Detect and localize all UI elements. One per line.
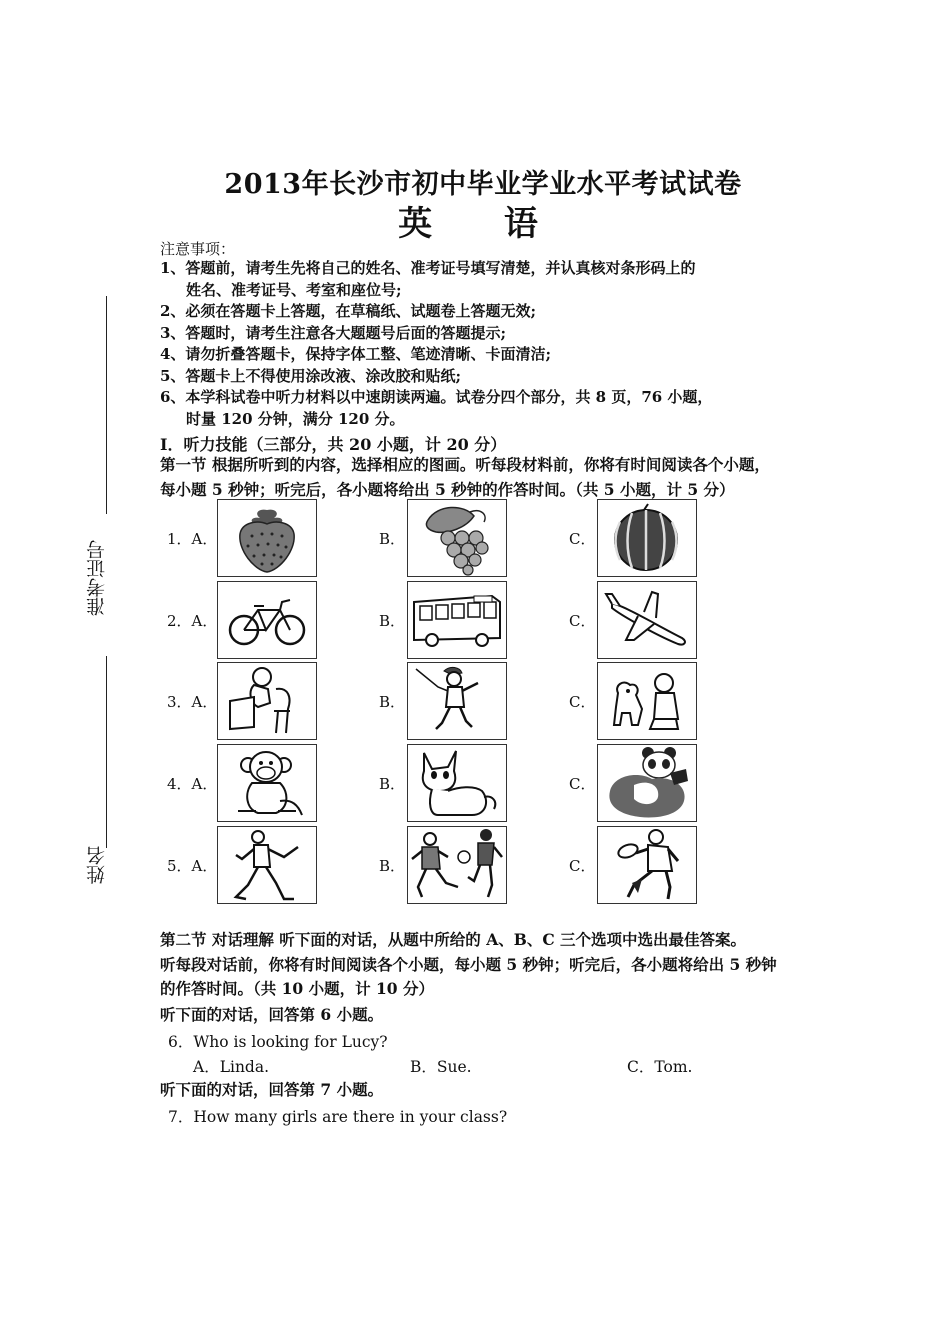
q2-option-c[interactable] <box>597 581 697 659</box>
listen-instruction-7: 听下面的对话，回答第 7 小题。 <box>160 1080 384 1099</box>
bus-icon <box>408 582 506 658</box>
rugby-player-icon <box>598 827 696 903</box>
q3-option-c[interactable] <box>597 662 697 740</box>
question-6: 6．Who is looking for Lucy? <box>168 1033 388 1051</box>
q6-option-a[interactable]: A．Linda. <box>193 1058 270 1076</box>
q5-option-a[interactable] <box>217 826 317 904</box>
subject-title: 英 语 <box>398 204 568 244</box>
section2-instructions <box>160 928 800 1002</box>
q2-option-b[interactable] <box>407 581 507 659</box>
q3-option-b-label: B． <box>379 693 406 711</box>
section2-line: 的作答时间。（共 10 小题，计 10 分） <box>160 979 434 998</box>
airplane-icon <box>598 582 696 658</box>
watermelon-icon <box>598 500 696 576</box>
notice-item: 2、必须在答题卡上答题，在草稿纸、试题卷上答题无效; <box>160 302 536 320</box>
q5-option-b[interactable] <box>407 826 507 904</box>
exam-number-label: 准考证号 <box>86 540 108 616</box>
notice-item: 时量 120 分钟，满分 120 分。 <box>186 409 405 428</box>
monkey-icon <box>218 745 316 821</box>
q2-option-a[interactable] <box>217 581 317 659</box>
notice-item: 4、请勿折叠答题卡，保持字体工整、笔迹清晰、卡面清洁; <box>160 345 551 363</box>
q5-option-b-label: B． <box>379 857 406 875</box>
runner-icon <box>218 827 316 903</box>
q5-option-c[interactable] <box>597 826 697 904</box>
notice-item: 姓名、准考证号、考室和座位号; <box>186 280 402 299</box>
q4-option-b-label: B． <box>379 775 406 793</box>
q4-option-c-label: C． <box>569 775 596 793</box>
name-label: 姓名 <box>86 846 108 884</box>
question-7: 7．How many girls are there in your class? <box>168 1108 508 1126</box>
boy-walking-icon <box>408 663 506 739</box>
strawberry-icon <box>218 500 316 576</box>
q4-option-a[interactable] <box>217 744 317 822</box>
q1-option-a[interactable] <box>217 499 317 577</box>
section1-line: 每小题 5 秒钟；听完后，各小题将给出 5 秒钟的作答时间。（共 5 小题，计 5 分） <box>160 479 735 499</box>
notice-item: 6、本学科试卷中听力材料以中速朗读两遍。试卷分四个部分，共 8 页，76 小题， <box>160 388 713 406</box>
q4-option-c[interactable] <box>597 744 697 822</box>
cat-icon <box>408 745 506 821</box>
notice-item: 1、答题前，请考生先将自己的姓名、准考证号填写清楚，并认真核对条形码上的 <box>160 259 696 277</box>
q2-label: 2．A． <box>167 612 218 630</box>
q4-label: 4．A． <box>167 775 218 793</box>
q5-label: 5．A． <box>167 857 218 875</box>
section1-instructions <box>160 453 800 502</box>
part1-heading: I．听力技能（三部分，共 20 小题，计 20 分） <box>160 435 507 454</box>
q1-option-c[interactable] <box>597 499 697 577</box>
q1-option-b[interactable] <box>407 499 507 577</box>
q1-option-c-label: C． <box>569 530 596 548</box>
q3-label: 3．A． <box>167 693 218 711</box>
notice-heading: 注意事项： <box>160 240 236 258</box>
section2-line: 第二节 对话理解 听下面的对话，从题中所给的 A、B、C 三个选项中选出最佳答案。 <box>160 930 747 949</box>
q3-option-b[interactable] <box>407 662 507 740</box>
q2-option-b-label: B． <box>379 612 406 630</box>
q1-option-b-label: B． <box>379 530 406 548</box>
q3-option-c-label: C． <box>569 693 596 711</box>
q5-option-c-label: C． <box>569 857 596 875</box>
section1-line: 第一节 根据所听到的内容，选择相应的图画。听每段材料前，你将有时间阅读各个小题， <box>160 455 770 474</box>
name-line <box>106 656 107 848</box>
panda-icon <box>598 745 696 821</box>
q4-option-b[interactable] <box>407 744 507 822</box>
boy-with-dog-icon <box>598 663 696 739</box>
exam-number-line <box>106 296 107 514</box>
soccer-players-icon <box>408 827 506 903</box>
notice-item: 5、答题卡上不得使用涂改液、涂改胶和贴纸; <box>160 366 461 385</box>
grapes-icon <box>408 500 506 576</box>
boy-writing-icon <box>218 663 316 739</box>
notice-list <box>160 258 800 430</box>
exam-title: 2013年长沙市初中毕业学业水平考试试卷 <box>224 169 742 200</box>
q6-option-c[interactable]: C．Tom. <box>627 1058 693 1076</box>
q2-option-c-label: C． <box>569 612 596 630</box>
q3-option-a[interactable] <box>217 662 317 740</box>
q1-label: 1．A． <box>167 530 218 548</box>
listen-instruction-6: 听下面的对话，回答第 6 小题。 <box>160 1005 384 1024</box>
section2-line: 听每段对话前，你将有时间阅读各个小题，每小题 5 秒钟；听完后，各小题将给出 5 秒钟 <box>160 954 777 974</box>
bicycle-icon <box>218 582 316 658</box>
q6-option-b[interactable]: B．Sue. <box>410 1058 472 1076</box>
notice-item: 3、答题时，请考生注意各大题题号后面的答题提示; <box>160 323 506 342</box>
